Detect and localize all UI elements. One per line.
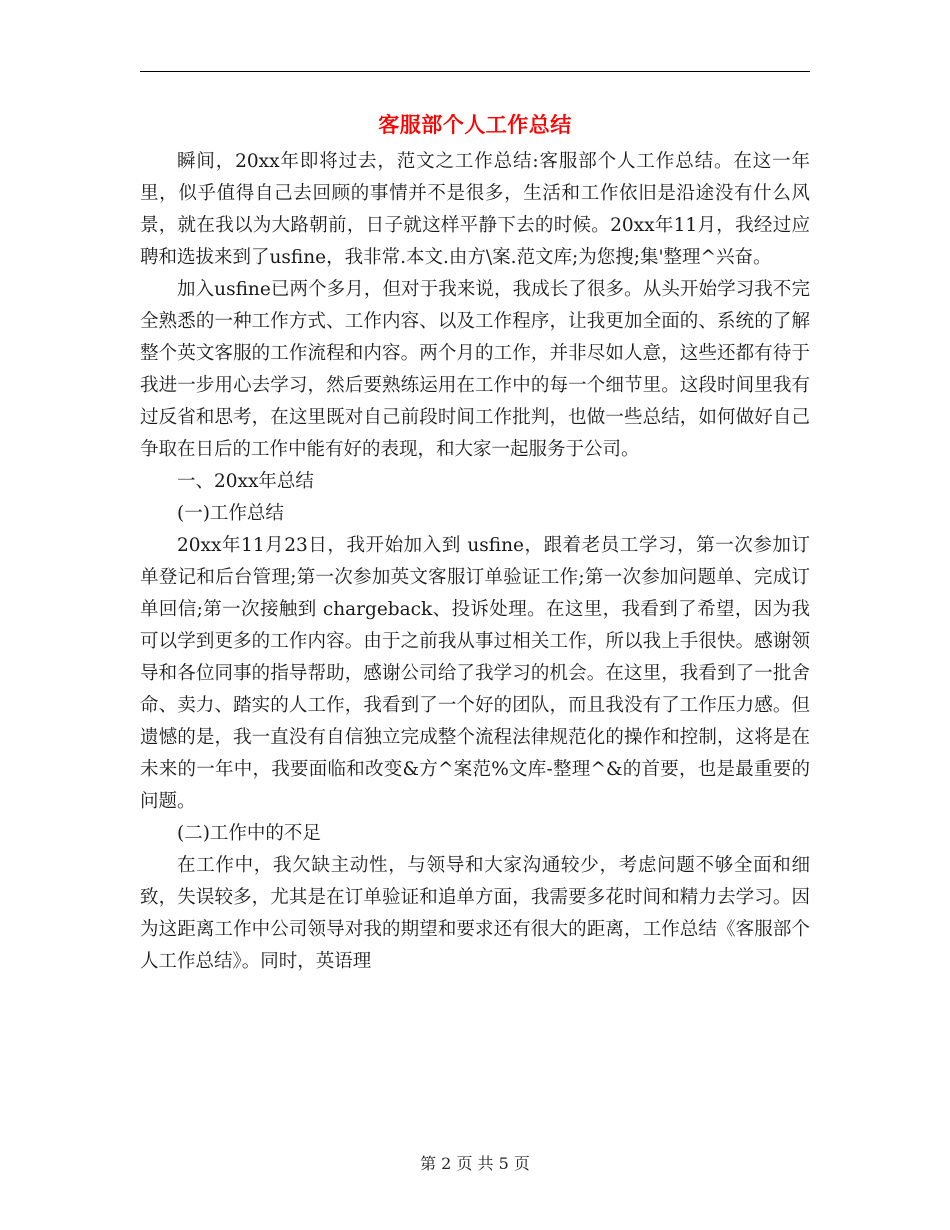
document-body [140,146,810,978]
paragraph-shortcomings: 在工作中，我欠缺主动性，与领导和大家沟通较少，考虑问题不够全面和细致，失误较多，尤其是在订单验证和追单方面，我需要多花时间和精力去学习。因为这距离工作中公司领导对我的期望和要求还有很大的距离，工作总结《客服部个人工作总结》。同时，英语理 [140,855,810,972]
section-heading: 一、20xx年总结 [177,471,314,492]
subsection-heading: (二)工作中的不足 [177,823,321,844]
page-footer: 第 2 页 共 5 页 [420,1154,530,1173]
header-rule [140,71,810,72]
paragraph-work-summary: 20xx年11月23日，我开始加入到 usfine，跟着老员工学习，第一次参加订单登记和后台管理;第一次参加英文客服订单验证工作;第一次参加问题单、完成订单回信;第一次接触到 chargeback、投诉处理。在这里，我看到了希望，因为我可以学到更多的工作内容。由于之前我从事过相关工作，所以我上手很快。感谢领导和各位同事的指导帮助，感谢公司给了我学习的机会。在这里，我看到了一批舍命、卖力、踏实的人工作，我看到了一个好的团队，而且我没有了工作压力感。但遗憾的是，我一直没有自信独立完成整个流程法律规范化的操作和控制，这将是在未来的一年中，我要面临和改变&方^案范%文库-整理^&的首要，也是最重要的问题。 [140,535,810,812]
paragraph-joining: 加入usfine已两个多月，但对于我来说，我成长了很多。从头开始学习我不完全熟悉的一种工作方式、工作内容、以及工作程序，让我更加全面的、系统的了解整个英文客服的工作流程和内容。两个月的工作，并非尽如人意，这些还都有待于我进一步用心去学习，然后要熟练运用在工作中的每一个细节里。这段时间里我有过反省和思考，在这里既对自己前段时间工作批判，也做一些总结，如何做好自己争取在日后的工作中能有好的表现，和大家一起服务于公司。 [140,279,810,460]
paragraph-intro: 瞬间，20xx年即将过去，范文之工作总结:客服部个人工作总结。在这一年里，似乎值得自己去回顾的事情并不是很多，生活和工作依旧是沿途没有什么风景，就在我以为大路朝前，日子就这样平静下去的时候。20xx年11月，我经过应聘和选拔来到了usfine，我非常.本文.由方\案.范文库;为您搜;集'整理^兴奋。 [140,151,810,268]
subsection-heading: (一)工作总结 [177,503,284,524]
document-title: 客服部个人工作总结 [378,112,572,137]
